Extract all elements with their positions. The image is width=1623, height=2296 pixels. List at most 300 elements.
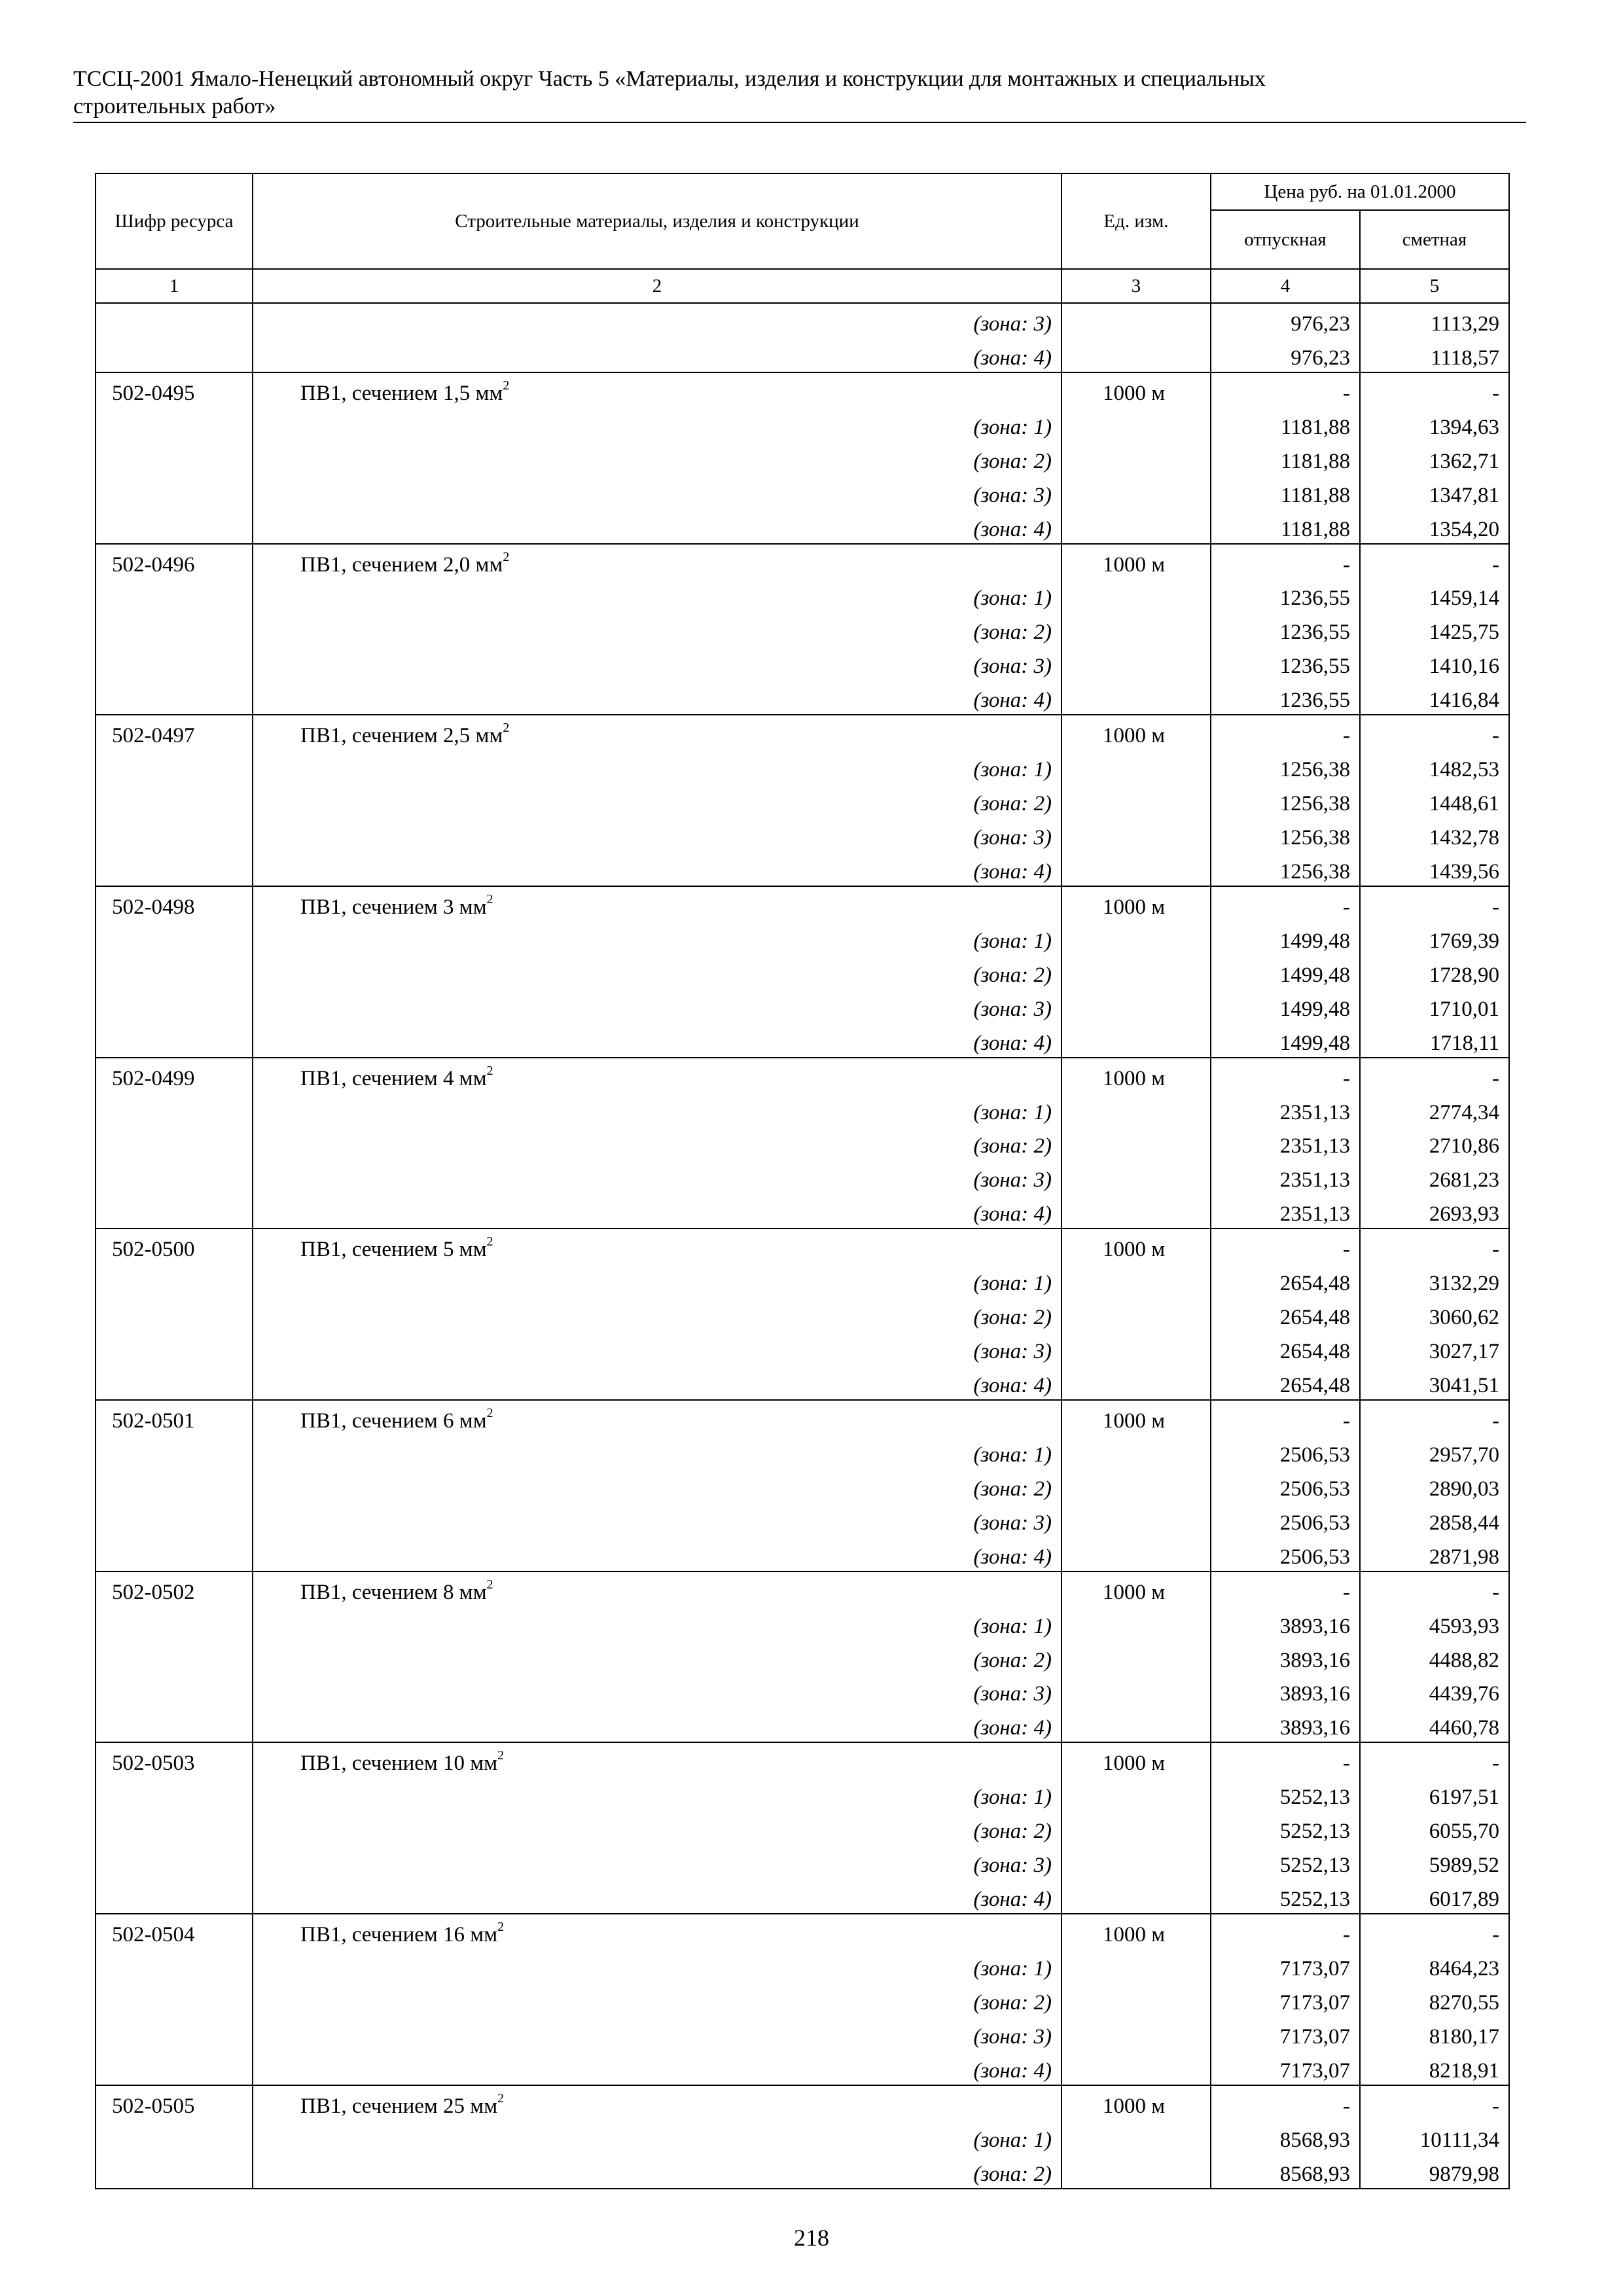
resource-code-empty xyxy=(96,1160,253,1194)
zone-label: (зона: 1) xyxy=(253,1777,1061,1811)
zone-row xyxy=(96,783,1509,817)
zone-label: (зона: 4) xyxy=(253,1365,1061,1400)
zone-label: (зона: 3) xyxy=(253,1674,1061,1708)
zone-label: (зона: 4) xyxy=(253,1194,1061,1229)
resource-code: 502-0496 xyxy=(96,544,253,579)
release-price: 7173,07 xyxy=(1211,1948,1360,1982)
zone-row xyxy=(96,817,1509,852)
resource-row xyxy=(96,715,1509,749)
zone-row xyxy=(96,1811,1509,1845)
zone-row xyxy=(96,1982,1509,2017)
resource-code-empty xyxy=(96,1674,253,1708)
resource-code-empty xyxy=(96,1297,253,1331)
unit-of-measure: 1000 м xyxy=(1061,372,1211,407)
resource-code-empty xyxy=(96,1982,253,2017)
estimate-price: - xyxy=(1360,1400,1509,1435)
release-price: 3893,16 xyxy=(1211,1640,1360,1674)
release-price: 976,23 xyxy=(1211,303,1360,338)
release-price: 1499,48 xyxy=(1211,989,1360,1023)
estimate-price: 2693,93 xyxy=(1360,1194,1509,1229)
release-price: 1236,55 xyxy=(1211,579,1360,613)
zone-row xyxy=(96,2017,1509,2051)
unit-empty xyxy=(1061,852,1211,886)
unit-empty xyxy=(1061,579,1211,613)
release-price: 5252,13 xyxy=(1211,1811,1360,1845)
unit-empty xyxy=(1061,921,1211,955)
zone-row xyxy=(96,680,1509,715)
unit-of-measure: 1000 м xyxy=(1061,1914,1211,1948)
release-price: 8568,93 xyxy=(1211,2120,1360,2154)
zone-label: (зона: 2) xyxy=(253,783,1061,817)
zone-row xyxy=(96,2154,1509,2189)
unit-of-measure: 1000 м xyxy=(1061,2085,1211,2120)
resource-name-text: ПВ1, сечением 6 мм xyxy=(300,1408,487,1433)
unit-empty xyxy=(1061,441,1211,475)
zone-label: (зона: 1) xyxy=(253,1263,1061,1297)
zone-label: (зона: 1) xyxy=(253,921,1061,955)
resource-row xyxy=(96,1571,1509,1606)
zone-row xyxy=(96,1331,1509,1365)
price-table xyxy=(95,173,1510,2189)
unit-exponent: 2 xyxy=(497,1920,504,1935)
zone-row xyxy=(96,1023,1509,1058)
unit-empty xyxy=(1061,1537,1211,1571)
zone-row xyxy=(96,1435,1509,1469)
zone-label: (зона: 1) xyxy=(253,749,1061,783)
resource-row xyxy=(96,1914,1509,1948)
unit-empty xyxy=(1061,1606,1211,1640)
resource-code: 502-0499 xyxy=(96,1058,253,1092)
zone-row xyxy=(96,1126,1509,1160)
resource-code-empty xyxy=(96,2051,253,2085)
header-unit: Ед. изм. xyxy=(1061,173,1211,269)
zone-label: (зона: 3) xyxy=(253,303,1061,338)
release-price: 1499,48 xyxy=(1211,1023,1360,1058)
estimate-price: 8218,91 xyxy=(1360,2051,1509,2085)
resource-code: 502-0504 xyxy=(96,1914,253,1948)
resource-code-empty xyxy=(96,783,253,817)
estimate-price: 8180,17 xyxy=(1360,2017,1509,2051)
zone-label: (зона: 2) xyxy=(253,441,1061,475)
resource-name-text: ПВ1, сечением 8 мм xyxy=(300,1580,487,1604)
estimate-price: - xyxy=(1360,886,1509,921)
release-price: - xyxy=(1211,1400,1360,1435)
zone-row xyxy=(96,441,1509,475)
zone-label: (зона: 3) xyxy=(253,2017,1061,2051)
resource-name xyxy=(253,1571,1061,1606)
estimate-price: - xyxy=(1360,1058,1509,1092)
zone-label: (зона: 1) xyxy=(253,407,1061,441)
resource-name-text: ПВ1, сечением 2,5 мм xyxy=(300,724,503,748)
estimate-price: 6017,89 xyxy=(1360,1879,1509,1914)
zone-row xyxy=(96,1469,1509,1503)
zone-row xyxy=(96,475,1509,509)
unit-of-measure: 1000 м xyxy=(1061,886,1211,921)
resource-name-text: ПВ1, сечением 25 мм xyxy=(300,2094,498,2118)
resource-name xyxy=(253,544,1061,579)
estimate-price: 1718,11 xyxy=(1360,1023,1509,1058)
estimate-price: 4439,76 xyxy=(1360,1674,1509,1708)
estimate-price: 2710,86 xyxy=(1360,1126,1509,1160)
zone-label: (зона: 4) xyxy=(253,1708,1061,1742)
zone-row xyxy=(96,612,1509,646)
zone-label: (зона: 3) xyxy=(253,817,1061,852)
zone-label: (зона: 4) xyxy=(253,852,1061,886)
zone-row xyxy=(96,749,1509,783)
release-price: 1236,55 xyxy=(1211,680,1360,715)
unit-empty xyxy=(1061,2051,1211,2085)
zone-row xyxy=(96,407,1509,441)
release-price: - xyxy=(1211,1229,1360,1263)
resource-code-empty xyxy=(96,1092,253,1126)
estimate-price: 1710,01 xyxy=(1360,989,1509,1023)
zone-row xyxy=(96,1708,1509,1742)
header-rule xyxy=(73,122,1526,123)
zone-row xyxy=(96,1879,1509,1914)
resource-code-empty xyxy=(96,612,253,646)
zone-label: (зона: 3) xyxy=(253,475,1061,509)
zone-row xyxy=(96,1845,1509,1879)
resource-code-empty xyxy=(96,2154,253,2189)
estimate-price: 1432,78 xyxy=(1360,817,1509,852)
header-title-line-2: строительных работ» xyxy=(73,94,276,118)
zone-row xyxy=(96,2051,1509,2085)
zone-row xyxy=(96,1297,1509,1331)
resource-name xyxy=(253,1058,1061,1092)
unit-empty xyxy=(1061,1435,1211,1469)
unit-of-measure: 1000 м xyxy=(1061,544,1211,579)
unit-exponent: 2 xyxy=(503,549,510,564)
zone-label: (зона: 1) xyxy=(253,579,1061,613)
resource-name xyxy=(253,2085,1061,2120)
column-number: 2 xyxy=(253,269,1061,303)
unit-empty xyxy=(1061,1503,1211,1537)
zone-row xyxy=(96,852,1509,886)
resource-code-empty xyxy=(96,921,253,955)
zone-label: (зона: 4) xyxy=(253,509,1061,544)
resource-code: 502-0498 xyxy=(96,886,253,921)
unit-of-measure: 1000 м xyxy=(1061,1058,1211,1092)
resource-code-empty xyxy=(96,955,253,989)
resource-code-empty xyxy=(96,1365,253,1400)
estimate-price: - xyxy=(1360,1914,1509,1948)
resource-code-empty xyxy=(96,475,253,509)
unit-empty xyxy=(1061,1845,1211,1879)
release-price: 2654,48 xyxy=(1211,1263,1360,1297)
release-price: 5252,13 xyxy=(1211,1879,1360,1914)
document-header xyxy=(73,65,1526,120)
resource-name-text: ПВ1, сечением 16 мм xyxy=(300,1923,498,1946)
resource-code-empty xyxy=(96,1948,253,1982)
release-price: 2351,13 xyxy=(1211,1160,1360,1194)
resource-name xyxy=(253,886,1061,921)
estimate-price: - xyxy=(1360,2085,1509,2120)
resource-code-empty xyxy=(96,509,253,544)
zone-row xyxy=(96,1640,1509,1674)
resource-name xyxy=(253,1914,1061,1948)
estimate-price: 1425,75 xyxy=(1360,612,1509,646)
estimate-price: 3132,29 xyxy=(1360,1263,1509,1297)
zone-row xyxy=(96,646,1509,680)
estimate-price: 6055,70 xyxy=(1360,1811,1509,1845)
resource-code-empty xyxy=(96,1708,253,1742)
estimate-price: 4488,82 xyxy=(1360,1640,1509,1674)
estimate-price: 3060,62 xyxy=(1360,1297,1509,1331)
zone-label: (зона: 4) xyxy=(253,1879,1061,1914)
estimate-price: 2957,70 xyxy=(1360,1435,1509,1469)
release-price: 1256,38 xyxy=(1211,817,1360,852)
estimate-price: - xyxy=(1360,1742,1509,1777)
estimate-price: - xyxy=(1360,1229,1509,1263)
resource-row xyxy=(96,2085,1509,2120)
estimate-price: 2681,23 xyxy=(1360,1160,1509,1194)
unit-empty xyxy=(1061,303,1211,338)
zone-label: (зона: 1) xyxy=(253,2120,1061,2154)
column-number: 3 xyxy=(1061,269,1211,303)
zone-row xyxy=(96,338,1509,372)
unit-empty xyxy=(1061,1023,1211,1058)
resource-row xyxy=(96,1229,1509,1263)
unit-empty xyxy=(1061,1331,1211,1365)
zone-row xyxy=(96,1092,1509,1126)
estimate-price: 3027,17 xyxy=(1360,1331,1509,1365)
release-price: 7173,07 xyxy=(1211,1982,1360,2017)
header-release-price: отпускная xyxy=(1211,210,1360,269)
resource-code-empty xyxy=(96,2120,253,2154)
estimate-price: 1410,16 xyxy=(1360,646,1509,680)
release-price: - xyxy=(1211,372,1360,407)
unit-empty xyxy=(1061,2154,1211,2189)
unit-of-measure: 1000 м xyxy=(1061,1742,1211,1777)
zone-label: (зона: 1) xyxy=(253,1948,1061,1982)
unit-empty xyxy=(1061,646,1211,680)
resource-name-text: ПВ1, сечением 1,5 мм xyxy=(300,381,503,405)
release-price: - xyxy=(1211,1571,1360,1606)
unit-empty xyxy=(1061,955,1211,989)
column-number: 1 xyxy=(96,269,253,303)
zone-label: (зона: 4) xyxy=(253,1023,1061,1058)
resource-row xyxy=(96,1742,1509,1777)
unit-empty xyxy=(1061,1297,1211,1331)
estimate-price: 2774,34 xyxy=(1360,1092,1509,1126)
unit-exponent: 2 xyxy=(486,1577,493,1592)
resource-code-empty xyxy=(96,1469,253,1503)
zone-row xyxy=(96,303,1509,338)
estimate-price: - xyxy=(1360,544,1509,579)
unit-empty xyxy=(1061,783,1211,817)
resource-name-text: ПВ1, сечением 4 мм xyxy=(300,1066,487,1090)
resource-code-empty xyxy=(96,303,253,338)
resource-code-empty xyxy=(96,680,253,715)
release-price: 1236,55 xyxy=(1211,612,1360,646)
estimate-price: - xyxy=(1360,372,1509,407)
resource-code-empty xyxy=(96,749,253,783)
unit-empty xyxy=(1061,1708,1211,1742)
zone-row xyxy=(96,1606,1509,1640)
resource-code-empty xyxy=(96,2017,253,2051)
release-price: 1256,38 xyxy=(1211,852,1360,886)
estimate-price: 2871,98 xyxy=(1360,1537,1509,1571)
unit-empty xyxy=(1061,407,1211,441)
unit-of-measure: 1000 м xyxy=(1061,715,1211,749)
release-price: 1256,38 xyxy=(1211,749,1360,783)
estimate-price: 1394,63 xyxy=(1360,407,1509,441)
release-price: - xyxy=(1211,886,1360,921)
resource-code-empty xyxy=(96,1537,253,1571)
unit-empty xyxy=(1061,1879,1211,1914)
zone-row xyxy=(96,921,1509,955)
release-price: 1256,38 xyxy=(1211,783,1360,817)
release-price: 2506,53 xyxy=(1211,1469,1360,1503)
unit-empty xyxy=(1061,749,1211,783)
unit-empty xyxy=(1061,817,1211,852)
zone-label: (зона: 3) xyxy=(253,1845,1061,1879)
estimate-price: 5989,52 xyxy=(1360,1845,1509,1879)
unit-exponent: 2 xyxy=(486,1063,493,1078)
zone-label: (зона: 3) xyxy=(253,1331,1061,1365)
zone-row xyxy=(96,2120,1509,2154)
zone-label: (зона: 2) xyxy=(253,1982,1061,2017)
estimate-price: 1416,84 xyxy=(1360,680,1509,715)
column-number: 5 xyxy=(1360,269,1509,303)
unit-of-measure: 1000 м xyxy=(1061,1229,1211,1263)
estimate-price: 1362,71 xyxy=(1360,441,1509,475)
release-price: 1499,48 xyxy=(1211,955,1360,989)
resource-name-text: ПВ1, сечением 5 мм xyxy=(300,1238,487,1262)
release-price: 5252,13 xyxy=(1211,1777,1360,1811)
resource-code-empty xyxy=(96,1263,253,1297)
zone-row xyxy=(96,1194,1509,1229)
release-price: 3893,16 xyxy=(1211,1708,1360,1742)
release-price: 1181,88 xyxy=(1211,407,1360,441)
zone-label: (зона: 2) xyxy=(253,1811,1061,1845)
release-price: - xyxy=(1211,715,1360,749)
estimate-price: 3041,51 xyxy=(1360,1365,1509,1400)
unit-exponent: 2 xyxy=(486,891,493,906)
resource-code-empty xyxy=(96,1845,253,1879)
resource-code: 502-0501 xyxy=(96,1400,253,1435)
release-price: 976,23 xyxy=(1211,338,1360,372)
resource-code-empty xyxy=(96,817,253,852)
resource-code: 502-0503 xyxy=(96,1742,253,1777)
estimate-price: 8270,55 xyxy=(1360,1982,1509,2017)
zone-label: (зона: 4) xyxy=(253,680,1061,715)
resource-code-empty xyxy=(96,441,253,475)
release-price: 7173,07 xyxy=(1211,2051,1360,2085)
release-price: 1236,55 xyxy=(1211,646,1360,680)
zone-label: (зона: 2) xyxy=(253,2154,1061,2189)
release-price: 1181,88 xyxy=(1211,509,1360,544)
unit-empty xyxy=(1061,1160,1211,1194)
resource-code-empty xyxy=(96,852,253,886)
unit-empty xyxy=(1061,1811,1211,1845)
unit-empty xyxy=(1061,509,1211,544)
release-price: 1181,88 xyxy=(1211,441,1360,475)
zone-label: (зона: 1) xyxy=(253,1092,1061,1126)
zone-row xyxy=(96,1948,1509,1982)
release-price: - xyxy=(1211,2085,1360,2120)
unit-exponent: 2 xyxy=(486,1405,493,1420)
zone-label: (зона: 1) xyxy=(253,1435,1061,1469)
unit-empty xyxy=(1061,1777,1211,1811)
header-price-group: Цена руб. на 01.01.2000 xyxy=(1211,173,1509,210)
unit-empty xyxy=(1061,1126,1211,1160)
zone-row xyxy=(96,1365,1509,1400)
unit-empty xyxy=(1061,1674,1211,1708)
release-price: 2506,53 xyxy=(1211,1435,1360,1469)
header-code: Шифр ресурса xyxy=(96,173,253,269)
zone-row xyxy=(96,989,1509,1023)
zone-label: (зона: 2) xyxy=(253,1126,1061,1160)
resource-name-text: ПВ1, сечением 10 мм xyxy=(300,1751,498,1776)
resource-code-empty xyxy=(96,1777,253,1811)
estimate-price: 1347,81 xyxy=(1360,475,1509,509)
resource-code-empty xyxy=(96,1023,253,1058)
release-price: 1181,88 xyxy=(1211,475,1360,509)
resource-row xyxy=(96,544,1509,579)
unit-empty xyxy=(1061,989,1211,1023)
price-table-header xyxy=(96,173,1509,303)
resource-code-empty xyxy=(96,1126,253,1160)
unit-empty xyxy=(1061,475,1211,509)
resource-code: 502-0495 xyxy=(96,372,253,407)
release-price: 2351,13 xyxy=(1211,1126,1360,1160)
zone-row xyxy=(96,1160,1509,1194)
zone-label: (зона: 4) xyxy=(253,338,1061,372)
zone-label: (зона: 3) xyxy=(253,1503,1061,1537)
unit-empty xyxy=(1061,2120,1211,2154)
unit-empty xyxy=(1061,1982,1211,2017)
unit-exponent: 2 xyxy=(486,1234,493,1249)
resource-row xyxy=(96,1400,1509,1435)
release-price: 3893,16 xyxy=(1211,1606,1360,1640)
resource-row xyxy=(96,1058,1509,1092)
release-price: - xyxy=(1211,544,1360,579)
header-title-line-1: ТССЦ-2001 Ямало-Ненецкий автономный округ Часть 5 «Материалы, изделия и конструкции для монтажных и специальных xyxy=(73,67,1266,91)
unit-empty xyxy=(1061,1640,1211,1674)
estimate-price: 1769,39 xyxy=(1360,921,1509,955)
estimate-price: 1118,57 xyxy=(1360,338,1509,372)
header-estimate-price: сметная xyxy=(1360,210,1509,269)
resource-row xyxy=(96,886,1509,921)
unit-empty xyxy=(1061,1469,1211,1503)
zone-label: (зона: 2) xyxy=(253,1640,1061,1674)
release-price: - xyxy=(1211,1058,1360,1092)
zone-label: (зона: 3) xyxy=(253,1160,1061,1194)
unit-exponent: 2 xyxy=(497,2090,504,2106)
resource-name xyxy=(253,1400,1061,1435)
column-number: 4 xyxy=(1211,269,1360,303)
resource-code-empty xyxy=(96,989,253,1023)
release-price: 7173,07 xyxy=(1211,2017,1360,2051)
estimate-price: 9879,98 xyxy=(1360,2154,1509,2189)
release-price: 3893,16 xyxy=(1211,1674,1360,1708)
price-table-body xyxy=(96,303,1509,2189)
release-price: 2506,53 xyxy=(1211,1537,1360,1571)
zone-row xyxy=(96,1674,1509,1708)
resource-code-empty xyxy=(96,1194,253,1229)
zone-label: (зона: 2) xyxy=(253,1469,1061,1503)
zone-row xyxy=(96,1503,1509,1537)
estimate-price: 1482,53 xyxy=(1360,749,1509,783)
resource-name xyxy=(253,1742,1061,1777)
resource-code-empty xyxy=(96,579,253,613)
unit-empty xyxy=(1061,1194,1211,1229)
unit-empty xyxy=(1061,338,1211,372)
unit-empty xyxy=(1061,1948,1211,1982)
resource-code-empty xyxy=(96,338,253,372)
unit-of-measure: 1000 м xyxy=(1061,1400,1211,1435)
